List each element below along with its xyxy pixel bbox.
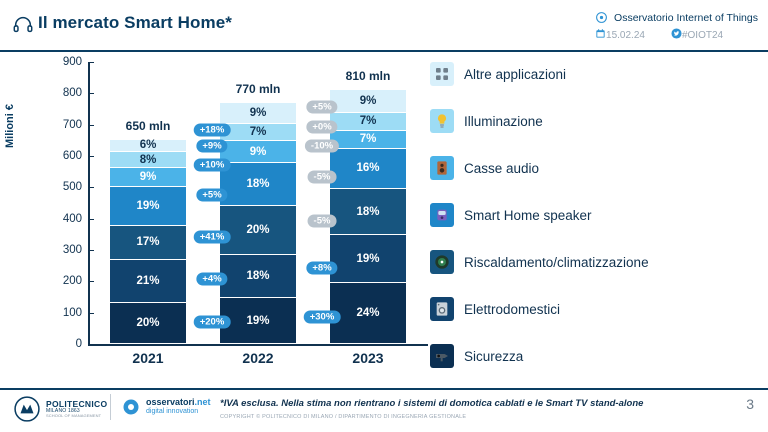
delta-badge: +4%: [196, 273, 227, 286]
y-tick-label: 100: [62, 306, 82, 319]
legend-item-smart-home-speaker[interactable]: [430, 203, 592, 227]
y-tick-mark: [88, 156, 94, 157]
x-tick-label: 2022: [242, 350, 274, 366]
page-title: Il mercato Smart Home*: [38, 13, 232, 32]
bar-segment[interactable]: 9%: [220, 103, 296, 125]
bar-segment[interactable]: 21%: [110, 260, 186, 303]
bar-total-label: 770 mln: [233, 81, 284, 97]
slide-header: [0, 0, 768, 50]
legend-item-casse-audio[interactable]: [430, 156, 539, 180]
y-tick-mark: [88, 93, 94, 94]
bar-segment[interactable]: 6%: [110, 140, 186, 152]
delta-badge: +5%: [306, 101, 337, 114]
bar-segment[interactable]: 18%: [220, 163, 296, 207]
calendar-icon: [595, 28, 606, 42]
bar-segment[interactable]: 20%: [220, 206, 296, 254]
x-axis: [88, 344, 428, 346]
legend-item-label: Illuminazione: [464, 113, 543, 129]
bar-segment[interactable]: 19%: [110, 187, 186, 226]
bar-segment[interactable]: 20%: [110, 303, 186, 344]
camera-icon: [430, 344, 454, 368]
y-axis: [88, 62, 90, 344]
slide-footer: [0, 388, 768, 432]
x-tick-label: 2023: [352, 350, 384, 366]
bar-total-label: 810 mln: [343, 68, 394, 84]
politecnico-line2: MILANO 1863: [46, 407, 80, 414]
legend-item-label: Casse audio: [464, 160, 540, 176]
bar-segment[interactable]: 16%: [330, 149, 406, 190]
politecnico-line1: POLITECNICO: [46, 398, 108, 409]
page-number: 3: [746, 396, 754, 412]
twitter-icon: [671, 28, 682, 42]
legend-item-elettrodomestici[interactable]: [430, 297, 560, 321]
y-tick-mark: [88, 250, 94, 251]
bar-column-2022[interactable]: [220, 81, 296, 344]
y-tick-label: 700: [62, 118, 82, 131]
bar-segment[interactable]: 9%: [330, 90, 406, 113]
osservatori-line1: osservatori: [146, 397, 195, 408]
legend-item-label: Altre applicazioni: [464, 66, 567, 82]
y-axis-label: Milioni €: [4, 104, 16, 148]
delta-badge: -5%: [308, 170, 337, 183]
politecnico-logo: [14, 396, 107, 422]
delta-badge: +0%: [306, 121, 337, 134]
y-tick-label: 900: [62, 56, 82, 68]
legend-item-illuminazione[interactable]: [430, 109, 543, 133]
bar-column-2023[interactable]: [330, 69, 406, 344]
delta-badge: +41%: [194, 230, 231, 243]
y-tick-mark: [88, 313, 94, 314]
legend-item-label: Sicurezza: [464, 348, 524, 364]
bar-segment[interactable]: 9%: [220, 141, 296, 163]
bar-column-2021[interactable]: [110, 119, 186, 344]
delta-badge: -5%: [308, 215, 337, 228]
bar-segment[interactable]: 8%: [110, 152, 186, 168]
copyright-text: COPYRIGHT © POLITECNICO DI MILANO / DIPARTIMENTO DI INGEGNERIA GESTIONALE: [220, 414, 467, 420]
bar-segment[interactable]: 7%: [330, 131, 406, 149]
header-hashtag[interactable]: [671, 28, 723, 42]
bar-segment[interactable]: 9%: [110, 168, 186, 186]
y-tick-mark: [88, 344, 94, 345]
y-tick-mark: [88, 219, 94, 220]
delta-badge: +5%: [196, 189, 227, 202]
y-tick-mark: [88, 125, 94, 126]
legend-item-altre-applicazioni[interactable]: [430, 62, 566, 86]
speaker-icon: [430, 156, 454, 180]
delta-badge: +30%: [304, 311, 341, 324]
apps-icon: [430, 62, 454, 86]
osservatori-mark-icon: [122, 398, 140, 416]
washer-icon: [430, 297, 454, 321]
x-tick-label: 2021: [132, 350, 164, 366]
footer-separator: [110, 394, 111, 420]
plot-area: [62, 56, 428, 366]
headset-icon: [12, 14, 34, 36]
bar-segment[interactable]: 18%: [220, 255, 296, 299]
legend-item-sicurezza[interactable]: [430, 344, 523, 368]
smart-speaker-icon: [430, 203, 454, 227]
bar-segment[interactable]: 24%: [330, 283, 406, 344]
delta-badge: -10%: [305, 139, 339, 152]
osservatori-logo: [122, 398, 211, 416]
location-pin-icon: [595, 11, 608, 24]
bar-segment[interactable]: 7%: [330, 113, 406, 131]
osservatori-line2: digital innovation: [146, 408, 199, 416]
footnote: *IVA esclusa. Nella stima non rientrano i sistemi di domotica cablati e le Smart TV stand-alone: [220, 398, 644, 409]
delta-badge: +18%: [194, 123, 231, 136]
y-tick-label: 0: [75, 338, 82, 350]
delta-badge: +9%: [196, 140, 227, 153]
y-tick-label: 400: [62, 212, 82, 225]
footer-divider: [0, 388, 768, 390]
y-tick-label: 800: [62, 87, 82, 100]
header-hashtag-text: #OIOT24: [681, 29, 724, 41]
bulb-icon: [430, 109, 454, 133]
y-tick-label: 200: [62, 275, 82, 288]
thermostat-icon: [430, 250, 454, 274]
brand-block: [595, 10, 758, 42]
y-tick-label: 600: [62, 150, 82, 162]
y-tick-label: 300: [62, 244, 82, 256]
bar-segment[interactable]: 18%: [330, 189, 406, 235]
bar-segment[interactable]: 17%: [110, 226, 186, 261]
y-tick-mark: [88, 281, 94, 282]
legend-item-riscaldamento-climatizzazione[interactable]: [430, 250, 649, 274]
y-tick-mark: [88, 62, 94, 63]
y-tick-mark: [88, 187, 94, 188]
chart-area: [0, 52, 768, 382]
politecnico-mark-icon: [14, 396, 40, 422]
header-date-text: 15.02.24: [606, 29, 645, 41]
politecnico-line3: SCHOOL OF MANAGEMENT: [46, 412, 102, 418]
y-tick-label: 500: [62, 181, 82, 194]
bar-total-label: 650 mln: [123, 118, 174, 134]
delta-badge: +8%: [306, 261, 337, 274]
osservatori-suffix: .net: [194, 397, 211, 408]
bar-segment[interactable]: 7%: [220, 124, 296, 141]
delta-badge: +20%: [194, 316, 231, 329]
legend-item-label: Smart Home speaker: [464, 207, 592, 223]
bar-segment[interactable]: 19%: [330, 235, 406, 283]
legend-item-label: Riscaldamento/climatizzazione: [464, 254, 649, 270]
header-date: [595, 28, 645, 42]
legend-item-label: Elettrodomestici: [464, 301, 561, 317]
bar-segment[interactable]: 19%: [220, 298, 296, 344]
delta-badge: +10%: [194, 158, 231, 171]
brand-name: Osservatorio Internet of Things: [614, 11, 758, 24]
